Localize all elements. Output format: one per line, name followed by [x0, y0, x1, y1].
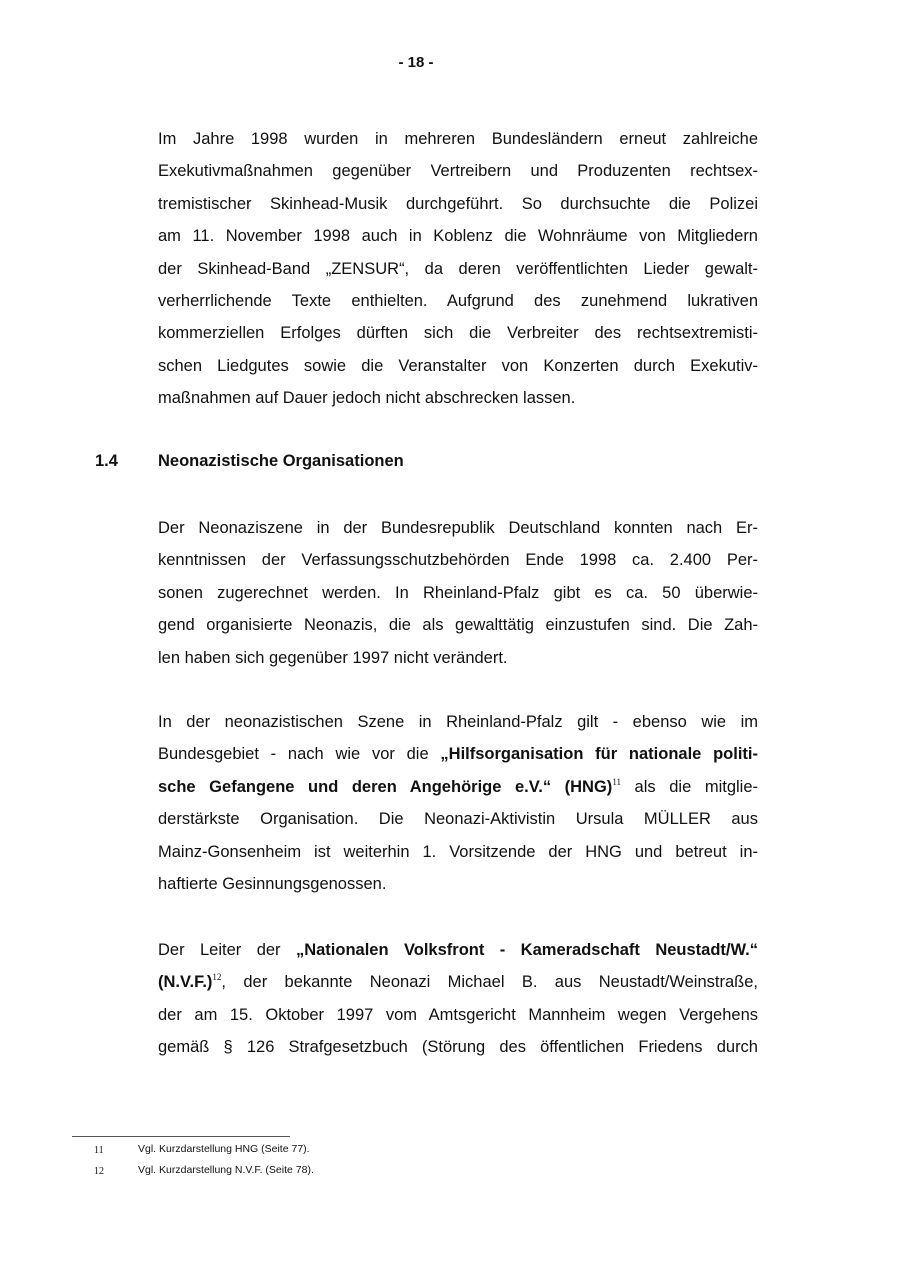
text-line: derstärkste Organisation. Die Neonazi-Aktivistin Ursula MÜLLER aus [158, 810, 758, 829]
text-line: maßnahmen auf Dauer jedoch nicht abschrecken lassen. [158, 389, 576, 408]
text-line: schen Liedgutes sowie die Veranstalter von Konzerten durch Exekutiv- [158, 356, 758, 375]
text-span: Bundesgebiet - nach wie vor die [158, 745, 441, 764]
text-line: haftierte Gesinnungsgenossen. [158, 875, 387, 894]
footnote-number: 12 [94, 1166, 104, 1177]
page-number: - 18 - [398, 54, 434, 71]
text-line [158, 966, 758, 998]
text-line: kenntnissen der Verfassungsschutzbehörden Ende 1998 ca. 2.400 Per- [158, 551, 758, 570]
text-span: , der bekannte Neonazi Michael B. aus Neustadt/Weinstraße, [221, 973, 758, 992]
section-number: 1.4 [95, 452, 118, 470]
text-line: am 11. November 1998 auch in Koblenz die Wohnräume von Mitgliedern [158, 227, 758, 246]
text-line: gend organisierte Neonazis, die als gewalttätig einzustufen sind. Die Zah- [158, 616, 758, 635]
footnote-text: Vgl. Kurzdarstellung HNG (Seite 77). [138, 1143, 310, 1155]
text-line: len haben sich gegenüber 1997 nicht verändert. [158, 648, 508, 667]
paragraph-neonazi-scene [158, 512, 758, 674]
text-line: Mainz-Gonsenheim ist weiterhin 1. Vorsitzende der HNG und betreut in- [158, 842, 758, 861]
text-line [158, 771, 758, 803]
text-line [158, 934, 758, 966]
paragraph-nvf [158, 934, 758, 1064]
text-line: Exekutivmaßnahmen gegenüber Vertreibern und Produzenten rechtsex- [158, 162, 758, 181]
text-line [158, 738, 758, 770]
organization-name-nvf: „Nationalen Volksfront - Kameradschaft Neustadt/W.“ [295, 941, 758, 959]
footnote-ref-11[interactable]: 11 [612, 776, 621, 787]
text-line: sonen zugerechnet werden. In Rheinland-Pfalz gibt es ca. 50 überwie- [158, 583, 758, 602]
text-line: kommerziellen Erfolges dürften sich die Verbreiter des rechtsextremisti- [158, 324, 758, 343]
organization-name-hng-cont: sche Gefangene und deren Angehörige e.V.“ (HNG) [158, 777, 613, 796]
footnote-divider [72, 1136, 290, 1137]
organization-abbrev-nvf: (N.V.F.) [158, 973, 213, 992]
text-line: verherrlichende Texte enthielten. Aufgrund des zunehmend lukrativen [158, 292, 758, 311]
text-line: Im Jahre 1998 wurden in mehreren Bundesländern erneut zahlreiche [158, 130, 758, 148]
paragraph-hng [158, 706, 758, 900]
text-line: der Skinhead-Band „ZENSUR“, da deren veröffentlichten Lieder gewalt- [158, 259, 758, 278]
footnote-ref-12[interactable]: 12 [212, 972, 222, 983]
text-line: gemäß § 126 Strafgesetzbuch (Störung des öffentlichen Friedens durch [158, 1038, 758, 1057]
text-line: der am 15. Oktober 1997 vom Amtsgericht Mannheim wegen Vergehens [158, 1005, 758, 1024]
footnote-text: Vgl. Kurzdarstellung N.V.F. (Seite 78). [138, 1164, 314, 1176]
text-line: tremistischer Skinhead-Musik durchgeführt. So durchsuchte die Polizei [158, 194, 758, 213]
text-span: Der Leiter der [158, 941, 296, 959]
footnote-number: 11 [94, 1145, 104, 1156]
organization-name-hng: „Hilfsorganisation für nationale politi- [440, 745, 758, 764]
text-line: Der Neonaziszene in der Bundesrepublik Deutschland konnten nach Er- [158, 519, 758, 537]
section-title: Neonazistische Organisationen [158, 452, 404, 470]
text-line: In der neonazistischen Szene in Rheinland-Pfalz gilt - ebenso wie im [158, 713, 758, 731]
paragraph-skinhead-music [158, 123, 758, 415]
text-span: als die mitglie- [620, 777, 758, 796]
